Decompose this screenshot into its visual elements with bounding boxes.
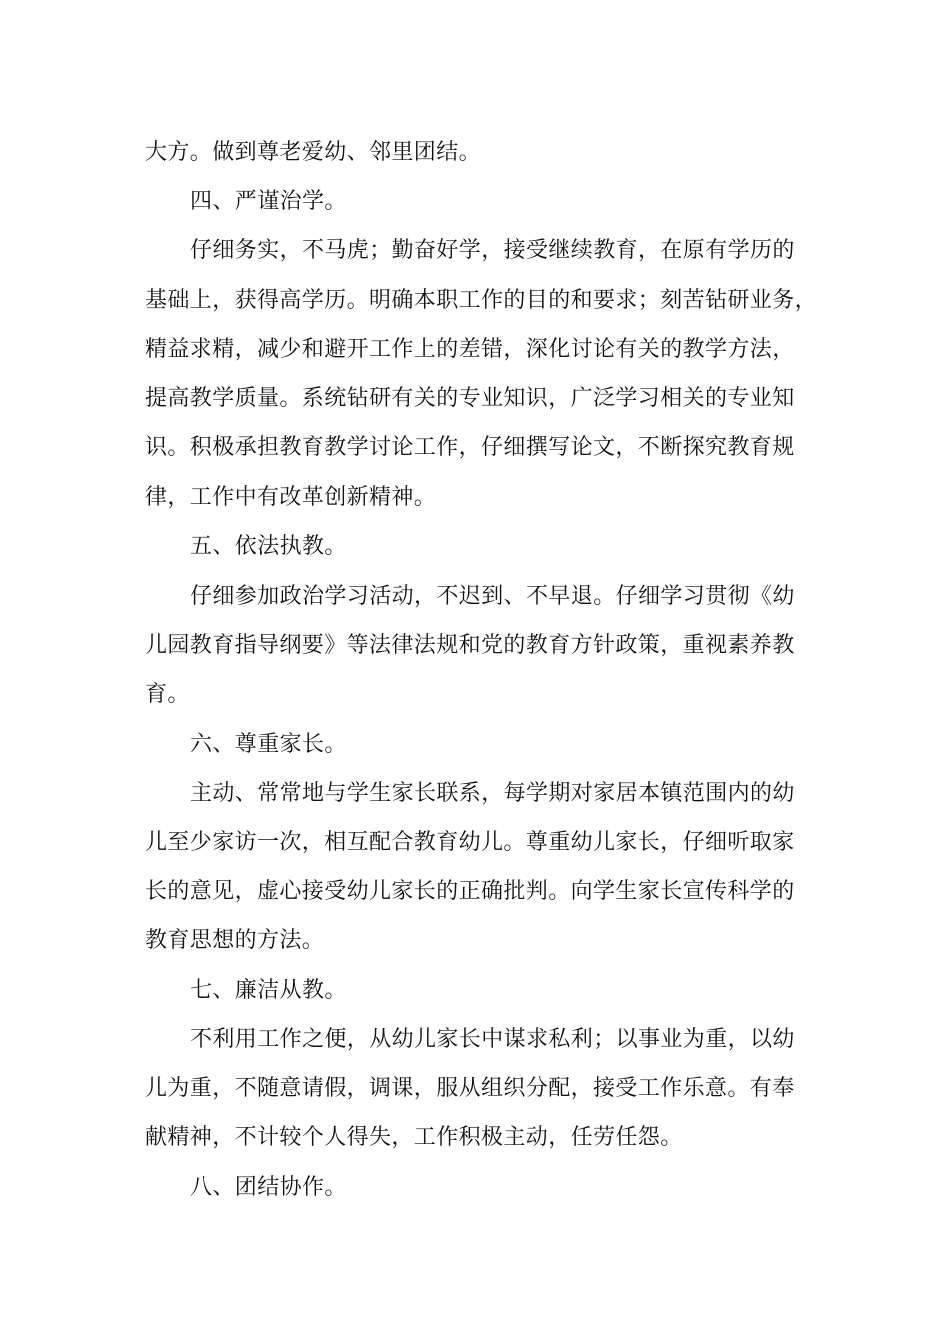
text-line: 大方。做到尊老爱幼、邻里团结。 — [145, 140, 482, 165]
section-heading: 四、严谨治学。 — [190, 189, 347, 214]
text-line: 儿园教育指导纲要》等法律法规和党的教育方针政策，重视素养教 — [145, 633, 795, 658]
text-line: 儿至少家访一次，相互配合教育幼儿。尊重幼儿家长，仔细听取家 — [145, 830, 795, 855]
text-line: 律，工作中有改革创新精神。 — [145, 485, 437, 510]
section-heading: 五、依法执教。 — [190, 534, 347, 559]
text-line: 基础上，获得高学历。明确本职工作的目的和要求；刻苦钻研业务， — [145, 288, 818, 313]
text-line: 教育思想的方法。 — [145, 928, 325, 953]
text-line: 识。积极承担教育教学讨论工作，仔细撰写论文，不断探究教育规 — [145, 435, 795, 460]
section-heading: 八、团结协作。 — [190, 1175, 347, 1200]
text-line: 提高教学质量。系统钻研有关的专业知识，广泛学习相关的专业知 — [145, 386, 795, 411]
text-line: 长的意见，虚心接受幼儿家长的正确批判。向学生家长宣传科学的 — [145, 879, 795, 904]
text-line: 精益求精，减少和避开工作上的差错，深化讨论有关的教学方法， — [145, 337, 795, 362]
section-heading: 六、尊重家长。 — [190, 732, 347, 757]
text-line: 主动、常常地与学生家长联系，每学期对家居本镇范围内的幼 — [190, 781, 795, 806]
text-line: 献精神，不计较个人得失，工作积极主动，任劳任怨。 — [145, 1125, 683, 1150]
text-line: 仔细参加政治学习活动，不迟到、不早退。仔细学习贯彻《幼 — [190, 584, 795, 609]
text-line: 仔细务实，不马虎；勤奋好学，接受继续教育，在原有学历的 — [190, 238, 795, 263]
text-line: 儿为重，不随意请假，调课，服从组织分配，接受工作乐意。有奉 — [145, 1076, 795, 1101]
section-heading: 七、廉洁从教。 — [190, 978, 347, 1003]
text-line: 不利用工作之便，从幼儿家长中谋求私利；以事业为重，以幼 — [190, 1027, 795, 1052]
text-line: 育。 — [145, 682, 190, 707]
